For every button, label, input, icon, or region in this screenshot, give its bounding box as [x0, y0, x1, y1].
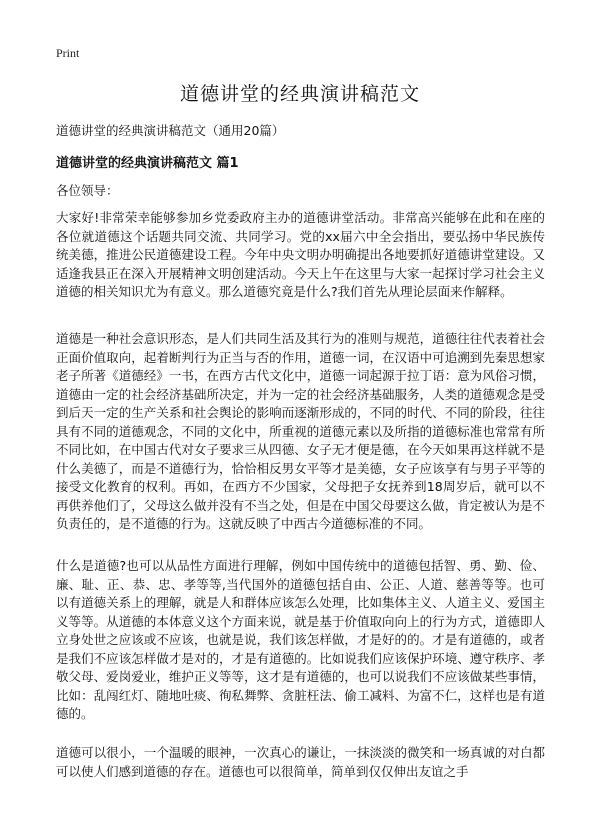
section-heading: 道德讲堂的经典演讲稿范文 篇1 [56, 156, 239, 171]
greeting: 各位领导： [56, 183, 119, 198]
body-paragraph: 什么是道德?也可以从品性方面进行理解，例如中国传统中的道德包括智、勇、勤、俭、廉、耻、正、恭、忠、孝等等,当代国外的道德包括自由、公正、人道、慈善等等。也可以有道德关系上的理解，就是人和群体应该怎么处理，比如集体主义、人道主义、爱国主义等等。从道德的本体意义这个方面来说，就是基于价值取向向上的行为方式，道德即人立身处世之应该或不应该，也就是说，我们该怎样做，才是好的的。才是有道德的，或者是我们不应该怎样做才是对的，才是有道德的。比如说我们应该保护环境、遵守秩序、孝敬父母、爱岗爱业，维护正义等等，这才是有道德的，也可以说我们不应该做某些事情，比如：乱闯红灯、随地吐痰、徇私舞弊、贪脏枉法、偷工减料、为富不仁，这样也是有道德的。 [56, 558, 545, 721]
document-title: 道德讲堂的经典演讲稿范文 [179, 83, 420, 105]
body-paragraph: 大家好!非常荣幸能够参加乡党委政府主办的道德讲堂活动。非常高兴能够在此和在座的各位就道德这个话题共同交流、共同学习。党的xx届六中全会指出，要弘扬中华民族传统美德，推进公民道德建设工程。今年中央文明办明确提出各地要抓好道德讲堂建设。又适逢我县正在深入开展精神文明创建活动。今天上午在这里与大家一起探讨学习社会主义道德的相关知识尤为有意义。那么道德究竟是什么?我们首先从理论层面来作解释。 [56, 210, 545, 299]
body-paragraph: 道德可以很小，一个温暖的眼神，一次真心的谦让，一抹淡淡的微笑和一场真诚的对白都可以使人们感到道德的存在。道德也可以很简单，简单到仅仅伸出友谊之手 [56, 745, 545, 779]
document-subtitle: 道德讲堂的经典演讲稿范文（通用20篇） [56, 123, 285, 138]
print-label: Print [56, 46, 80, 60]
body-paragraph: 道德是一种社会意识形态，是人们共同生活及其行为的准则与规范，道德往往代表着社会正面价值取向，起着断判行为正当与否的作用，道德一词，在汉语中可追溯到先秦思想家老子所著《道德经》一书，在西方古代文化中，道德一词起源于拉丁语：意为风俗习惯，道德由一定的社会经济基础所决定，并为一定的社会经济基础服务，人类的道德观念是受到后天一定的生产关系和社会舆论的影响而逐渐形成的，不同的时代、不同的阶段，往往具有不同的道德观念，不同的文化中，所重视的道德元素以及所指的道德标准也常常有所不同比如，在中国古代对女子要求三从四德、女子无才便是德，在今天如果再这样就不是什么美德了，而是不道德行为，恰恰相反男女平等才是美德，女子应该享有与男子平等的接受文化教育的权利。再如，在西方不少国家，父母把子女抚养到18周岁后，就可以不再供养他们了，父母这么做并没有不当之处，但是在中国父母要这么做，肯定被认为是不负责任的，是不道德的行为。这就反映了中西古今道德标准的不同。 [56, 331, 545, 531]
